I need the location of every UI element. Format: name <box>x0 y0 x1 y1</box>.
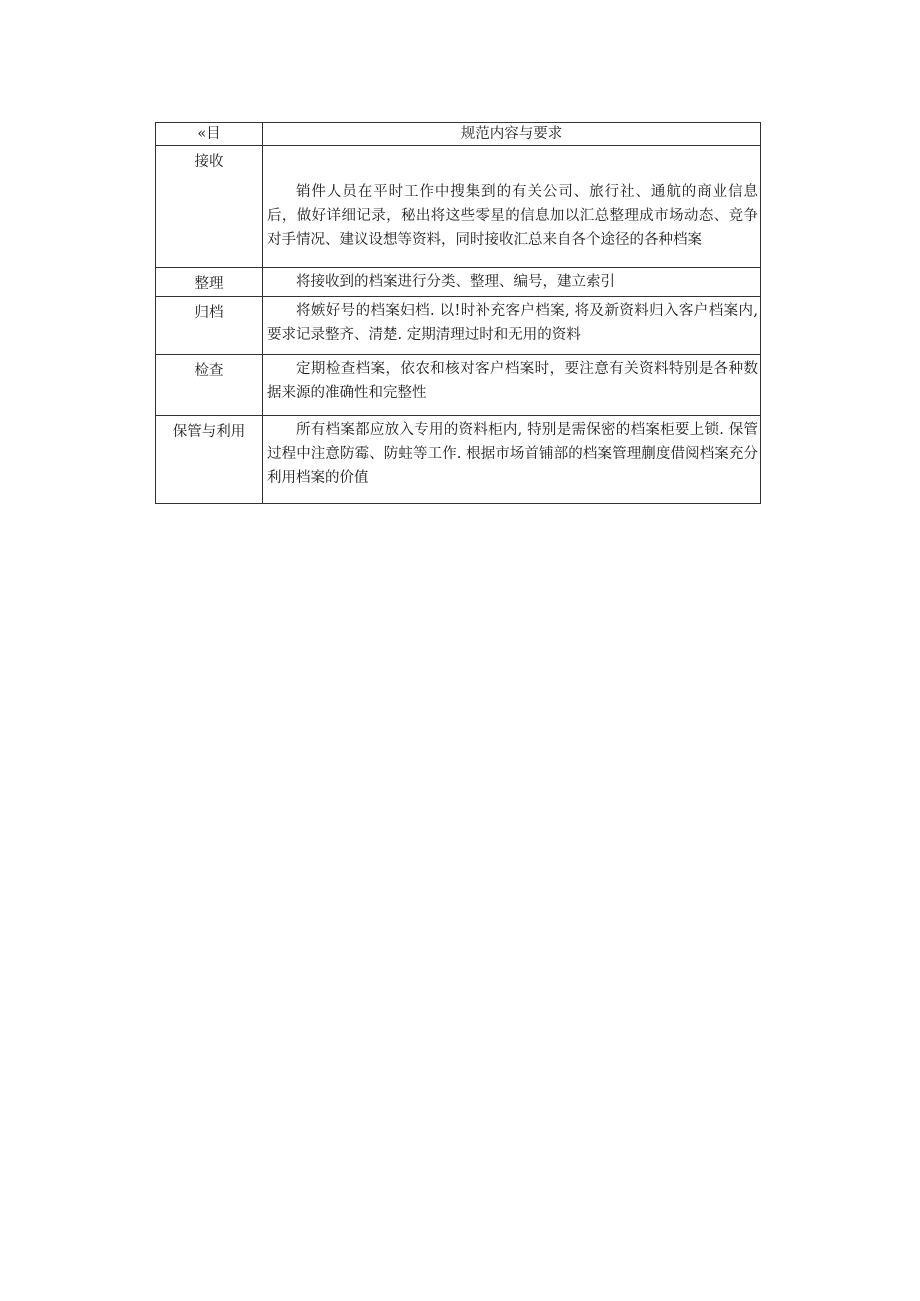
item-cell <box>156 355 263 416</box>
table-header-row <box>156 123 761 146</box>
header-content-cell: 规范内容与要求 <box>263 123 761 146</box>
item-label: 归档 <box>194 305 224 321</box>
item-cell <box>156 268 263 297</box>
table-row <box>156 297 761 355</box>
item-cell <box>156 146 263 268</box>
table-row <box>156 416 761 504</box>
content-text: 将嫉好号的档案妇档. 以!时补充客户档案, 将及新资料归入客户档案内, 要求记录整齐、清楚. 定期清理过时和无用的资料 <box>267 303 758 343</box>
table-row <box>156 146 761 268</box>
item-label: 检查 <box>194 363 224 379</box>
content-cell <box>263 416 761 504</box>
content-cell <box>263 268 761 297</box>
content-cell <box>263 146 761 268</box>
table-row <box>156 355 761 416</box>
item-label: 保管与利用 <box>172 424 246 440</box>
item-label: 整理 <box>194 276 224 292</box>
item-cell <box>156 416 263 504</box>
item-cell <box>156 297 263 355</box>
content-text: 定期检查档案，依农和核对客户档案时，要注意有关资料特别是各种数据来源的准确性和完整性 <box>267 361 758 401</box>
content-text: 销件人员在平时工作中搜集到的有关公司、旅行社、通航的商业信息后，做好详细记录，秘出将这些零星的信息加以汇总整理成市场动态、竞争对手情况、建议设想等资料，同时接收汇总来自各个途径的各种档案 <box>267 184 758 248</box>
content-cell <box>263 355 761 416</box>
content-text: 所有档案都应放入专用的资料柜内, 特别是需保密的档案柜要上锁. 保管过程中注意防霉、防蛀等工作. 根据市场首铺部的档案管理蒯度借阅档案充分利用档案的价值 <box>267 422 758 486</box>
document-table <box>155 122 761 504</box>
content-cell <box>263 297 761 355</box>
content-text: 将接收到的档案进行分类、整理、编号，建立索引 <box>296 274 615 290</box>
header-item-cell: «目 <box>156 123 263 146</box>
table-row <box>156 268 761 297</box>
item-label: 接收 <box>194 154 224 170</box>
